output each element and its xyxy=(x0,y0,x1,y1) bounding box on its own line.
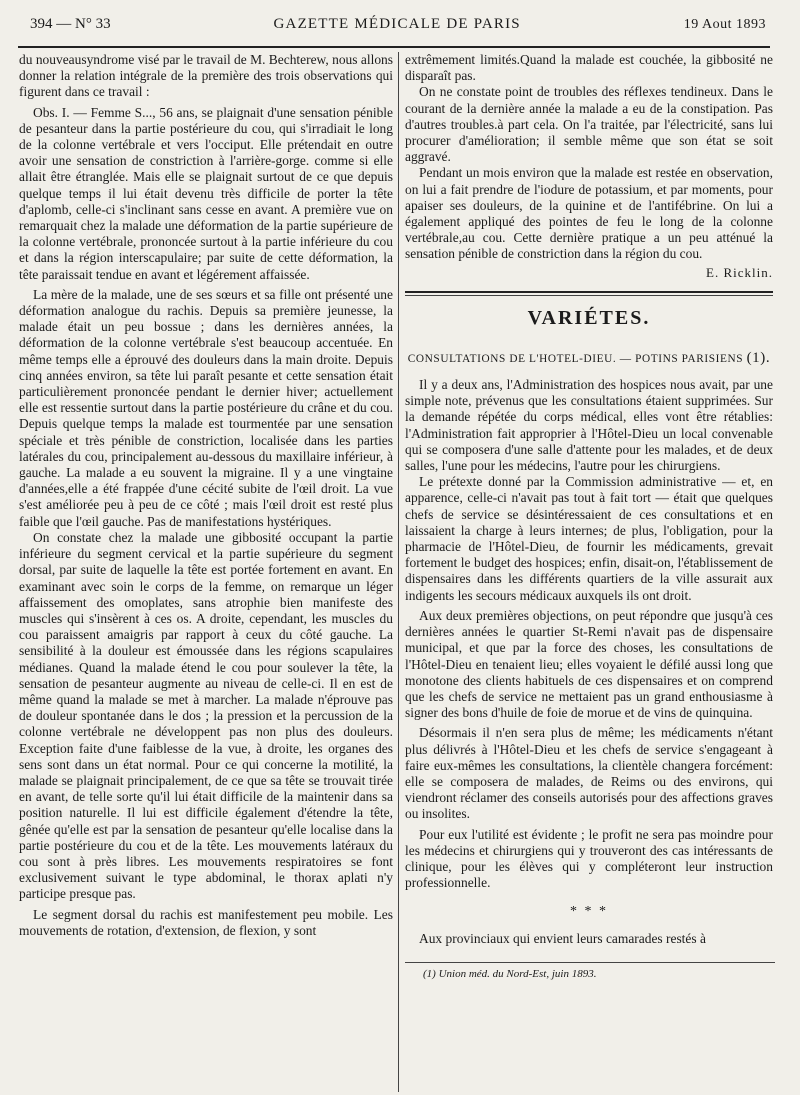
paragraph: La mère de la malade, une de ses sœurs et sa fille ont présenté une déformation analogue du rachis. Depuis sa première jeunesse, la malade était un peu bossue ; dans les dernières années, la déformation de la colonne vertébrale s'est beaucoup accentuée. En même temps elle a éprouvé des douleurs dans la main droite. Depuis cinq années environ, sa tête lui paraît pesante et cette sensation était particulièrement prononcée pendant le dernier hiver; actuellement elle est ressentie surtout dans la partie postérieure du crâne et du cou. Depuis quelque temps la malade est tourmentée par une sensation spéciale et très pénible de constriction, localisée dans les parties latérales du cou, principalement au-dessous du maxillaire inférieur, à gauche. La malade a eu souvent la migraine. Il y a une vingtaine d'années,elle a été frappée d'une cécité subite de l'œil droit. La vue s'est améliorée peu à peu de ce côté ; mais l'œil droit est resté plus faible que l'œil gauche. Pas de manifestations hystériques. xyxy=(19,286,393,529)
paragraph: On ne constate point de troubles des réflexes tendineux. Dans le courant de la dernière année la malade a eu de la constipation. Pas d'autres troubles.à part cela. On l'a traitée, par l'électricité, sans lui procurer d'amélioration; il semble même que son état se soit aggravé. xyxy=(405,84,773,165)
column-divider xyxy=(398,52,399,1092)
paragraph: du nouveausyndrome visé par le travail de M. Bechterew, nous allons donner la relation intégrale de la première des trois observations qui figurent dans ce travail : xyxy=(19,52,393,100)
section-subtitle xyxy=(405,350,773,367)
paragraph: Il y a deux ans, l'Administration des hospices nous avait, par une simple note, prévenus que les consultations étaient supprimées. Sur la demande répétée du corps médical, elles vont être rétablies: l'Administration fait approprier à l'Hôtel-Dieu un local convenable qui se composera d'une salle d'attente pour les malades, et de deux salles, l'une pour les médecins, l'autre pour les chirurgiens. xyxy=(405,377,773,474)
publication-title: GAZETTE MÉDICALE DE PARIS xyxy=(273,16,521,32)
observation-paragraph: Obs. I. — Femme S..., 56 ans, se plaignait d'une sensation pénible de pesanteur dans la partie postérieure du cou, qui s'irradiait le long de la colonne vertébrale et vers l'occiput. Elle prétendait en outre avoir une sensation de constriction à l'arrière-gorge. comme si elle allait être étranglée. Mais elle se plaignait surtout de ce que depuis quelque temps il lui était devenu très difficile de porter la tête d'aplomb, celle-ci s'inclinant sans cesse en avant. A première vue on remarquait chez la malade une déformation de la partie supérieure de la colonne vertébrale, prononcée surtout à la partie inférieure du cou et dans la région interscapulaire; par suite de cette déformation, la tête paraissait tendue en avant et légérement affaissée. xyxy=(19,104,393,282)
issue-date: 19 Aout 1893 xyxy=(683,17,766,32)
right-column xyxy=(405,52,773,1092)
paragraph: Désormais il n'en sera plus de même; les médicaments n'étant plus délivrés à l'Hôtel-Dieu et les chefs de service s'engageant à faire eux-mêmes les consultations, la clientèle changera forcément: elle se composera de malades, de Reims ou des environs, qui viendront réclamer des conseils autorisés pour des affections graves ou insolites. xyxy=(405,725,773,822)
separator-stars: * * * xyxy=(570,904,608,920)
author-signature: E. Ricklin. xyxy=(706,264,773,280)
paragraph: extrêmement limités.Quand la malade est couchée, la gibbosité ne disparaît pas. xyxy=(405,52,773,84)
paragraph: Pendant un mois environ que la malade est restée en observation, on lui a fait prendre de l'iodure de potassium, et par moments, pour apaiser ses douleurs, de la quinine et de l'antifébrine. On lui a également appliqué des pointes de feu le long de la colonne vertébrale,au cou. Cette dernière pratique a un peu atténué la sensation pénible de constriction dans la région du cou. xyxy=(405,165,773,262)
section-rule xyxy=(405,291,773,293)
paragraph: Aux provinciaux qui envient leurs camarades restés à xyxy=(419,931,706,947)
footnote-rule xyxy=(405,962,775,963)
paragraph: Le prétexte donné par la Commission administrative — et, en apparence, celle-ci n'avait pas tout à fait tort — était que quelques chefs de service se désintéressaient de ces consultations et en laissaient la charge à leurs internes; de plus, l'obligation, pour la pharmacie de l'Hôtel-Dieu, de fournir les médicaments, grevait fortement le budget des hospices; enfin, disait-on, l'établissement de dispensaires dans les différents quartiers de la ville assurait aux indigents les secours médicaux auxquels ils ont droit. xyxy=(405,474,773,603)
subtitle-text: CONSULTATIONS DE L'HOTEL-DIEU. — POTINS PARISIENS xyxy=(407,352,744,365)
footnote-reference: (1). xyxy=(746,349,771,366)
header-rule xyxy=(18,46,770,48)
paragraph: On constate chez la malade une gibbosité occupant la partie inférieure du segment cervical et la partie supérieure du segment dorsal, par suite de laquelle la tête est portée fortement en avant. En examinant avec soin le corps de la femme, on remarque un léger affaissement des omoplates, sans atrophie bien manifeste des muscles qui s'insèrent à ces os. A droite, cependant, les muscles du cou paraissent amaigris par rapport à ceux du côté gauche. La sensibilité à la douleur est émoussée dans les régions scapulaires médianes. Quand la malade étend le cou pour soulever la tête, la sensation de pesanteur augmente au niveau de celle-ci. Il en est de même quand la malade se met à marcher. La malade n'éprouve pas de douleur spontanée dans le dos ; la pression et la percussion de la colonne vertébrale ne développent pas non plus des douleurs. Exception faite d'une faiblesse de la vue, à droite, les organes des sens sont dans un état normal. Pour ce qui concerne la motilité, la malade se plaignait principalement, de ce que sa tête se trouvait tirée en avant, de telle sorte qu'il lui était difficile de la maintenir dans sa position naturelle. Il lui est difficile également d'étendre la tête, gênée qu'elle est par la sensation de pesanteur qu'elle localise dans la partie postérieure du cou et de la tête. Les mouvements latéraux du cou sont à près libres. Les mouvements respiratoires se font exclusivement suivant le type abdominal, le thorax aplati n'y participe presque pas. xyxy=(19,529,393,902)
section-rule-thin xyxy=(405,295,773,296)
section-title: VARIÉTES. xyxy=(527,306,651,329)
paragraph: Aux deux premières objections, on peut répondre que jusqu'à ces dernières années le quartier St-Remi n'avait pas de dispensaire municipal, et que par la force des choses, les consultations de l'Hôtel-Dieu en tenaient lieu; elles voyaient le défilé aussi long que monotone des clients habituels de ces dispensaires et on comprend que les chefs de service ne mettaient pas un grand enthousiasme à signer des bons d'huile de foie de morue et de vins de quinquina. xyxy=(405,607,773,721)
page-header xyxy=(30,16,766,46)
paragraph: Pour eux l'utilité est évidente ; le profit ne sera pas moindre pour les médecins et chirurgiens qui y trouveront des cas intéressants de clinique, pour les élèves qui y compléteront leur instruction professionnelle. xyxy=(405,826,773,891)
left-column xyxy=(19,52,393,1092)
paragraph: Le segment dorsal du rachis est manifestement peu mobile. Les mouvements de rotation, d'extension, de flexion, y sont xyxy=(19,906,393,938)
page-number: 394 — N° 33 xyxy=(30,16,111,32)
footnote: (1) Union méd. du Nord-Est, juin 1893. xyxy=(423,967,597,980)
